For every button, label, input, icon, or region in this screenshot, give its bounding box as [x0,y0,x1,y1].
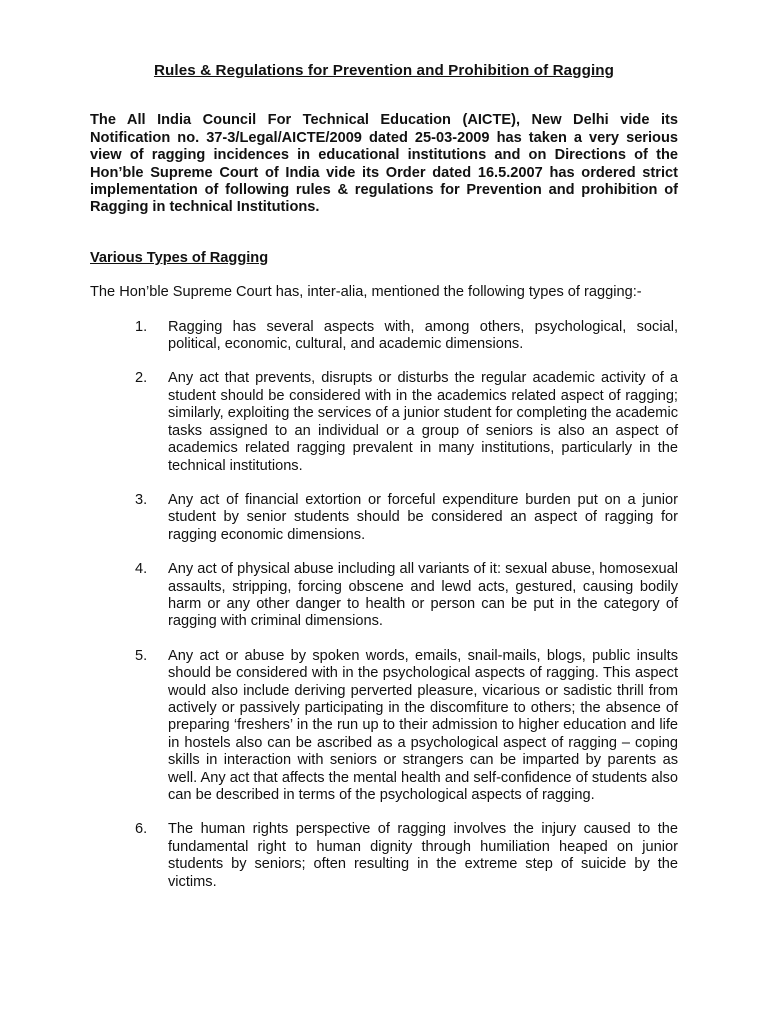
list-item-number: 2. [135,370,148,387]
list-item [90,492,678,544]
list-item-number: 3. [135,491,148,508]
section-heading: Various Types of Ragging [90,249,269,266]
list-item [90,648,678,805]
list-item-text: Any act of physical abuse including all variants of it: sexual abuse, homosexual assaults, stripping, forcing obscene and lewd acts, gestured, causing bodily harm or any other danger to health or person can be put in the category of ragging with criminal dimensions. [168,561,678,630]
list-item-number: 4. [135,561,148,578]
list-item [90,821,678,891]
ragging-types-list [90,319,678,891]
list-item-text: Any act that prevents, disrupts or disturbs the regular academic activity of a student should be considered with in the academics related aspect of ragging; similarly, exploiting the services of a junior student for completing the academic tasks assigned to an individual or a group of seniors is also an aspect of academics related ragging prevalent in many institutions, particularly in the technical institutions. [168,370,678,474]
lead-paragraph: The Hon’ble Supreme Court has, inter-alia, mentioned the following types of ragging:- [90,284,642,301]
list-item-text: The human rights perspective of ragging involves the injury caused to the fundamental right to human dignity through humiliation heaped on junior students by seniors; often resulting in the extreme step of suicide by the victims. [168,821,678,890]
document-title: Rules & Regulations for Prevention and Prohibition of Ragging [153,62,615,79]
list-item-number: 6. [135,821,148,838]
list-item-text: Ragging has several aspects with, among others, psychological, social, political, economic, cultural, and academic dimensions. [168,318,678,353]
list-item [90,370,678,474]
list-item-number: 5. [135,647,148,664]
list-item-text: Any act of financial extortion or forceful expenditure burden put on a junior student by senior students should be considered an aspect of ragging for ragging economic dimensions. [168,491,678,543]
list-item [90,561,678,631]
intro-paragraph: The All India Council For Technical Education (AICTE), New Delhi vide its Notification no. 37-3/Legal/AICTE/2009 dated 25-03-2009 has taken a very serious view of ragging incidences in educational institutions and on Directions of the Hon’ble Supreme Court of India vide its Order dated 16.5.2007 has ordered strict implementation of following rules & regulations for Prevention and prohibition of Ragging in technical Institutions. [90,112,678,216]
list-item-number: 1. [135,318,148,335]
list-item-text: Any act or abuse by spoken words, emails, snail-mails, blogs, public insults should be considered with in the psychological aspects of ragging. This aspect would also include deriving perverted pleasure, vicarious or sadistic thrill from actively or passively participating in the discomfiture to others; the absence of preparing ‘freshers’ in the run up to their admission to higher education and life in hostels also can be ascribed as a psychological aspect of ragging – coping skills in interaction with seniors or strangers can be imparted by parents as well. Any act that affects the mental health and self-confidence of students also can be described in terms of the psychological aspects of ragging. [168,647,678,803]
list-item [90,319,678,354]
